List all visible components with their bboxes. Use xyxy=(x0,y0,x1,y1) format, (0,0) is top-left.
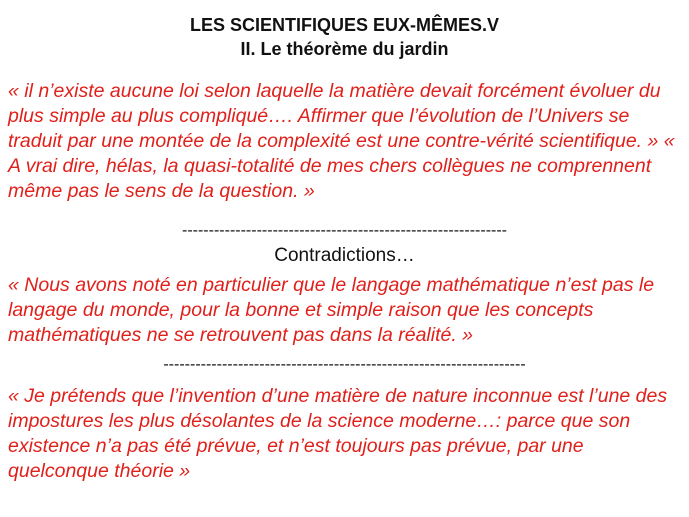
quote-mathematics: « Nous avons noté en particulier que le langage mathématique n’est pas le langage du monde, pour la bonne et simple raison que les concepts mathématiques ne se retrouvent pas dans la réalité. » xyxy=(8,274,655,346)
quote-evolution: « il n’existe aucune loi selon laquelle la matière devait forcément évoluer du plus simple au plus compliqué…. Affirmer que l’évolution de l’Univers se traduit par une montée de la complexité est une contre-vérité scientifique. » « A vrai dire, hélas, la quasi-totalité de mes chers collègues ne comprennent même pas le sens de la question. » xyxy=(8,80,675,202)
quote-dark-matter: « Je prétends que l’invention d’une matière de nature inconnue est l’une des impostures les plus désolantes de la science moderne…: parce que son existence n’a pas été prévue, et n’est toujours pas prévue, par une quelconque théorie » xyxy=(8,385,668,482)
section-heading-contradictions: Contradictions… xyxy=(274,245,415,266)
separator-line: ------------------------------------------------------------- xyxy=(181,222,507,239)
separator-line: -------------------------------------------------------------------- xyxy=(163,356,526,373)
slide-subtitle: II. Le théorème du jardin xyxy=(240,39,449,59)
slide-title: LES SCIENTIFIQUES EUX-MÊMES.V xyxy=(189,15,500,35)
